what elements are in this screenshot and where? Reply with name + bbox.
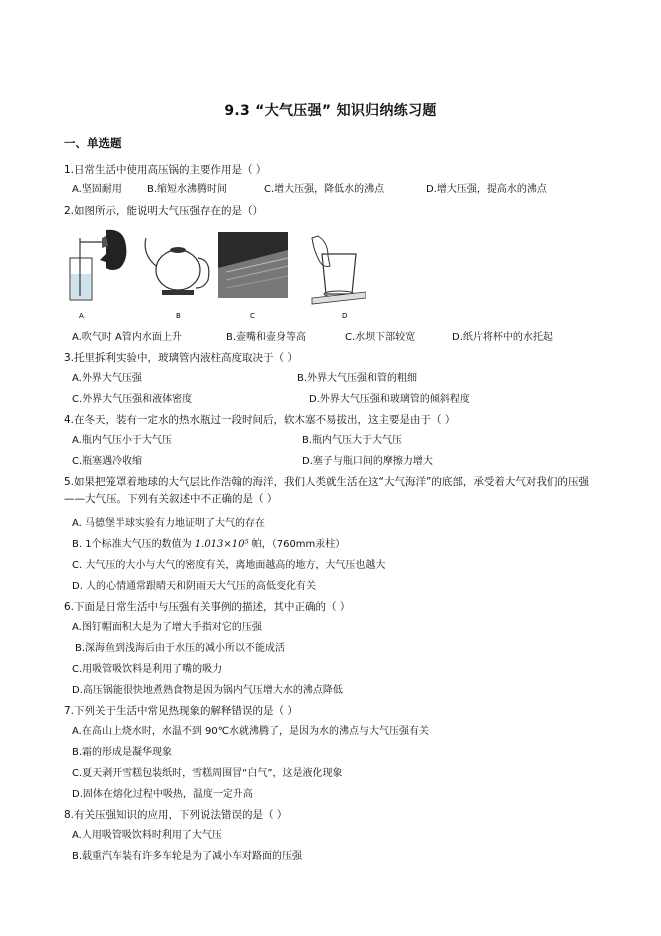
question-2-stem: 2.如图所示，能说明大气压强存在的是（） (64, 205, 264, 217)
figure-label-d: D (342, 312, 348, 320)
question-7-stem: 7.下列关于生活中常见热现象的解释错误的是（ ） (64, 705, 298, 717)
q6-option-a: A.图钉帽面积大是为了增大手指对它的压强 (72, 622, 262, 633)
q3-option-b: B.外界大气压强和管的粗细 (297, 373, 418, 384)
figure-b-teapot (145, 238, 209, 320)
question-5-stem: 5.如果把笼罩着地球的大气层比作浩翰的海洋，我们人类就生活在这“大气海洋”的底部，承受着大气对我们的压强——大气压。下列有关叙述中不正确的是（ ） (64, 476, 589, 505)
document-title: 9.3 “大气压强” 知识归纳练习题 (224, 103, 437, 119)
q2-option-b: B.壶嘴和壶身等高 (226, 332, 307, 343)
figure-label-b: B (176, 312, 181, 320)
q4-option-d: D.塞子与瓶口间的摩擦力增大 (302, 456, 433, 467)
q1-option-a: A.坚固耐用 (72, 184, 122, 195)
q4-option-c: C.瓶塞遇冷收缩 (72, 456, 143, 467)
q2-option-a: A.吹气时 A管内水面上升 (72, 332, 182, 343)
q5-option-b-value: 1.013×10⁵ (194, 539, 249, 550)
q5-option-b-text: B. 1个标准大气压的数值为 (72, 539, 192, 550)
q8-option-a: A.人用吸管吸饮料时利用了大气压 (72, 830, 222, 841)
q5-option-d: D. 人的心情通常跟晴天和阴雨天大气压的高低变化有关 (72, 581, 317, 592)
q7-option-a: A.在高山上烧水时，水温不到 90℃水就沸腾了，是因为水的沸点与大气压强有关 (72, 726, 429, 737)
q7-option-c: C.夏天剥开雪糕包装纸时，雪糕周围冒“白气”，这是液化现象 (72, 768, 343, 779)
q3-option-d: D.外界大气压强和玻璃管的倾斜程度 (309, 394, 470, 405)
question-2-figure (66, 228, 366, 324)
figure-d-inverted-cup (312, 236, 366, 320)
q1-option-b: B.缩短水沸腾时间 (147, 184, 228, 195)
q2-option-c: C.水坝下部较宽 (345, 332, 416, 343)
q7-option-b: B.霜的形成是凝华现象 (72, 747, 173, 758)
question-6-stem: 6.下面是日常生活中与压强有关事例的描述，其中正确的（ ） (64, 601, 351, 613)
q2-option-d: D.纸片将杯中的水托起 (452, 332, 553, 343)
question-1-stem: 1.日常生活中使用高压锅的主要作用是（ ） (64, 164, 267, 176)
figure-label-a: A (79, 312, 84, 320)
q7-option-d: D.固体在熔化过程中吸热，温度一定升高 (72, 789, 253, 800)
figure-label-c: C (250, 312, 255, 320)
q5-option-b-unit: 帕，（760mm汞柱） (251, 539, 346, 550)
section-heading: 一、单选题 (64, 136, 122, 150)
q5-option-a: A. 马德堡半球实验有力地证明了大气的存在 (72, 518, 266, 529)
q4-option-b: B.瓶内气压大于大气压 (302, 435, 403, 446)
q5-option-b (72, 538, 345, 552)
q1-option-d: D.增大压强，提高水的沸点 (426, 184, 547, 195)
q6-option-c: C.用吸管吸饮料是利用了嘴的吸力 (72, 664, 223, 675)
q3-option-a: A.外界大气压强 (72, 373, 142, 384)
question-3-stem: 3.托里拆利实验中，玻璃管内液柱高度取决于（ ） (64, 352, 298, 364)
q8-option-b: B.载重汽车装有许多车轮是为了减小车对路面的压强 (72, 851, 303, 862)
question-4-stem: 4.在冬天，装有一定水的热水瓶过一段时间后，软木塞不易拔出，这主要是由于（ ） (64, 414, 456, 426)
question-8-stem: 8.有关压强知识的应用，下列说法错误的是（ ） (64, 809, 288, 821)
q3-option-c: C.外界大气压强和液体密度 (72, 394, 193, 405)
q1-option-c: C.增大压强，降低水的沸点 (264, 184, 385, 195)
q5-option-c: C. 大气压的大小与大气的密度有关，离地面越高的地方，大气压也越大 (72, 560, 386, 571)
q6-option-b: B.深海鱼到浅海后由于水压的减小所以不能成活 (75, 643, 286, 654)
q6-option-d: D.高压锅能很快地煮熟食物是因为锅内气压增大水的沸点降低 (72, 685, 343, 696)
q4-option-a: A.瓶内气压小于大气压 (72, 435, 172, 446)
figure-c-dam-photo (218, 232, 288, 320)
figure-a-straw-experiment (70, 230, 126, 320)
